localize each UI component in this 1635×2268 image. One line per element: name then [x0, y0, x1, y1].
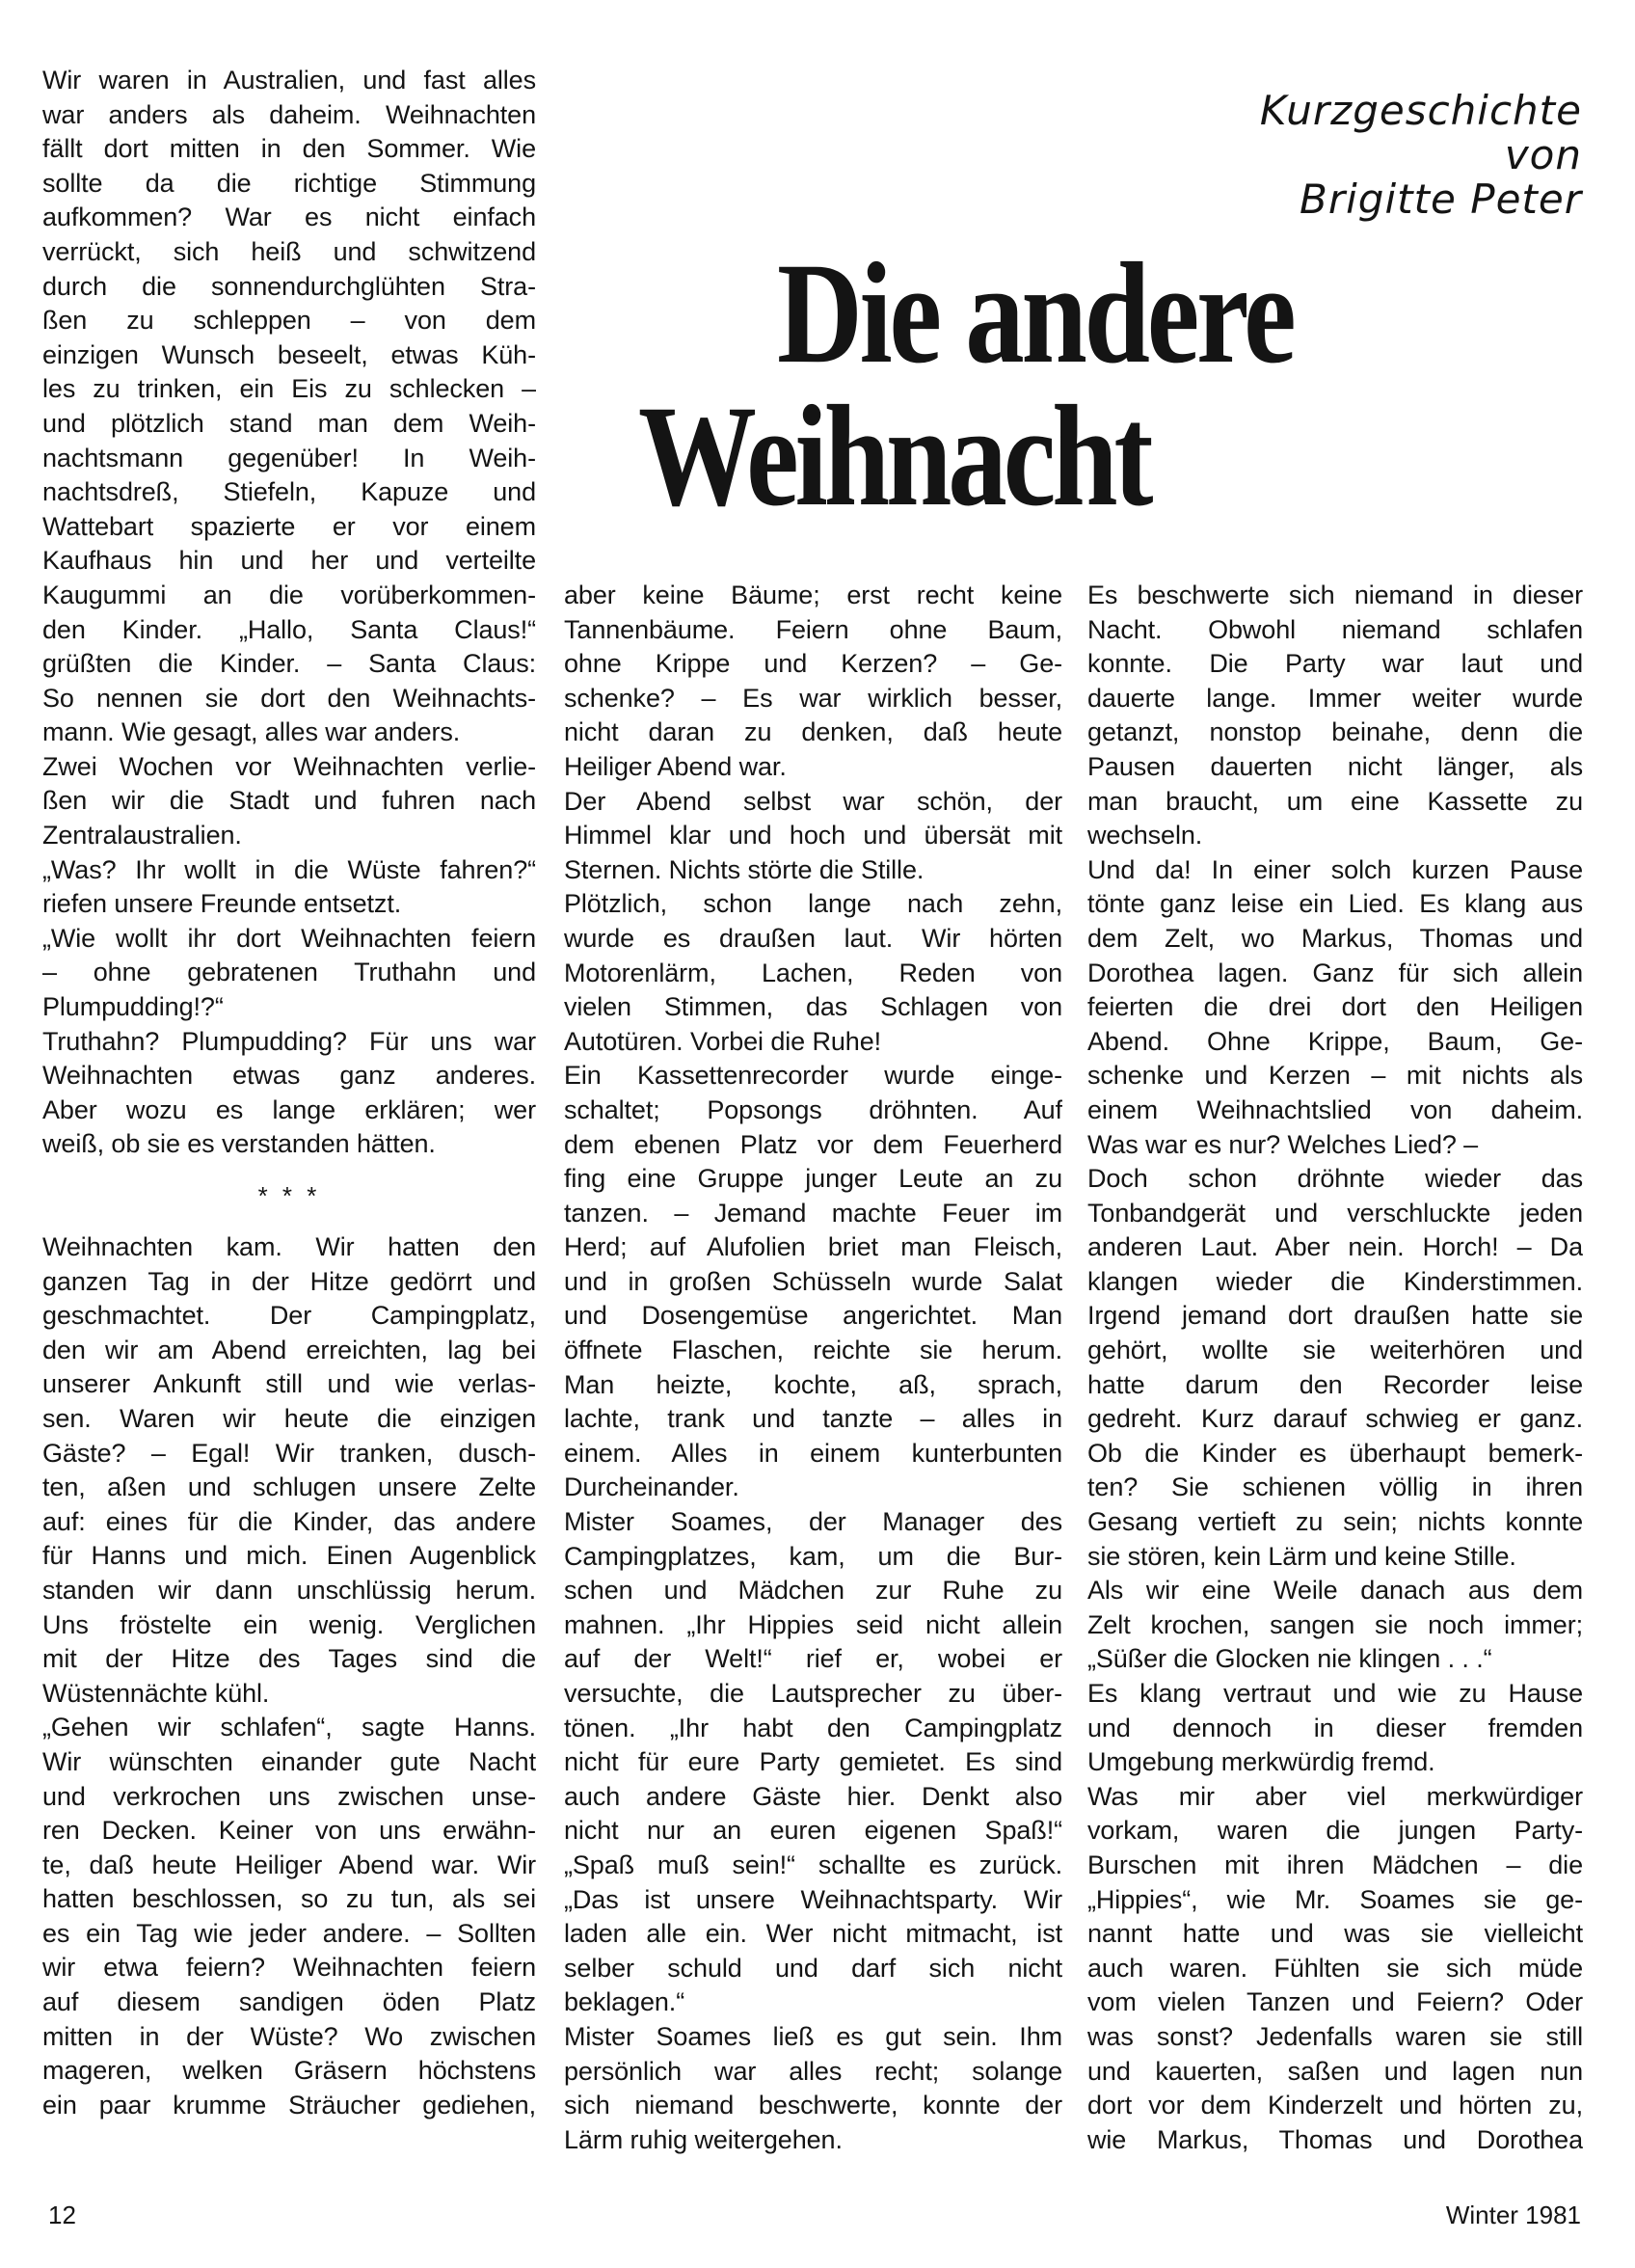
text-line: nicht für eure Party gemietet. Es sind [564, 1747, 1062, 1777]
text-line: auf der Welt!“ rief er, wobei er [564, 1644, 1062, 1674]
text-line: ßen wir die Stadt und fuhren nach [42, 786, 536, 816]
issue-label: Winter 1981 [1445, 2200, 1581, 2229]
text-line: Mister Soames ließ es gut sein. Ihm [564, 2021, 1062, 2051]
text-line: Nacht. Obwohl niemand schlafen [1087, 614, 1583, 644]
headline-line-2: Weihnacht [638, 376, 1150, 536]
text-line: den wir am Abend erreichten, lag bei [42, 1335, 536, 1364]
text-line: durch die sonnendurchglühten Stra- [42, 271, 536, 301]
text-line: Burschen mit ihren Mädchen – die [1087, 1850, 1583, 1879]
text-line: laden alle ein. Wer nicht mitmacht, ist [564, 1919, 1062, 1949]
text-line: Ein Kassettenrecorder wurde einge- [564, 1061, 1062, 1091]
text-line: fällt dort mitten in den Sommer. Wie [42, 134, 536, 164]
text-line: nicht daran zu denken, daß heute [564, 717, 1062, 747]
text-line: und Dosengemüse angerichtet. Man [564, 1301, 1062, 1331]
text-line: und dennoch in dieser fremden [1087, 1713, 1583, 1742]
text-line: persönlich war alles recht; solange [564, 2056, 1062, 2086]
text-line: hatten beschlossen, so zu tun, als sei [42, 1884, 536, 1914]
text-line: Aber wozu es lange erklären; wer [42, 1094, 536, 1124]
text-line: und plötzlich stand man dem Weih- [42, 408, 536, 438]
text-line: Als wir eine Weile danach aus dem [1087, 1576, 1583, 1606]
text-column-left [42, 64, 536, 2122]
text-line: ßen zu schleppen – von dem [42, 306, 536, 336]
text-line: nannt hatte und was sie vielleicht [1087, 1919, 1583, 1949]
text-line: te, daß heute Heiliger Abend war. Wir [42, 1850, 536, 1879]
text-line: Zentralaustralien. [42, 821, 242, 850]
kicker-label: Kurzgeschichte [1259, 87, 1582, 134]
text-line: So nennen sie dort den Weihnachts- [42, 683, 536, 713]
text-line: hatte darum den Recorder leise [1087, 1369, 1583, 1399]
text-line: dort vor dem Kinderzelt und hörten zu, [1087, 2091, 1583, 2120]
text-line: Doch schon dröhnte wieder das [1087, 1164, 1583, 1194]
text-line: fing eine Gruppe junger Leute an zu [564, 1164, 1062, 1194]
text-line: Wüstennächte kühl. [42, 1678, 270, 1708]
text-line: auch waren. Fühlten sie sich müde [1087, 1953, 1583, 1983]
text-line: Pausen dauerten nicht länger, als [1087, 751, 1583, 781]
text-line: Heiliger Abend war. [564, 751, 787, 781]
text-line: Uns fröstelte ein wenig. Verglichen [42, 1609, 536, 1639]
text-line: Weihnachten etwas ganz anderes. [42, 1061, 536, 1091]
text-line: ganzen Tag in der Hitze gedörrt und [42, 1266, 536, 1296]
text-line: schaltet; Popsongs dröhnten. Auf [564, 1094, 1062, 1124]
text-line: dauerte lange. Immer weiter wurde [1087, 683, 1583, 713]
text-line: für Hanns und mich. Einen Augenblick [42, 1541, 536, 1571]
text-line: weiß, ob sie es verstanden hätten. [42, 1129, 436, 1159]
text-line: Himmel klar und hoch und übersät mit [564, 821, 1062, 850]
text-line: „Hippies“, wie Mr. Soames sie ge- [1087, 1884, 1583, 1914]
text-line: dem ebenen Platz vor dem Feuerherd [564, 1129, 1062, 1159]
text-line: Gesang vertieft zu sein; nichts konnte [1087, 1507, 1583, 1537]
text-line: nicht nur an euren eigenen Spaß!“ [564, 1816, 1062, 1846]
text-line: mitten in der Wüste? Wo zwischen [42, 2021, 536, 2051]
text-line: Abend. Ohne Krippe, Baum, Ge- [1087, 1026, 1583, 1056]
headline-line-1: Die andere [777, 233, 1294, 393]
text-line: Umgebung merkwürdig fremd. [1087, 1747, 1435, 1777]
text-line: gehört, wollte sie weiterhören und [1087, 1336, 1583, 1365]
text-line: auf diesem sandigen öden Platz [42, 1987, 536, 2017]
text-line: Herd; auf Alufolien briet man Fleisch, [564, 1232, 1062, 1262]
text-line: anderen Laut. Aber nein. Horch! – Da [1087, 1232, 1583, 1262]
text-line: einem Weihnachtslied von daheim. [1087, 1094, 1583, 1124]
section-separator: * * * [257, 1181, 321, 1210]
text-line: Was mir aber viel merkwürdiger [1087, 1781, 1583, 1811]
text-line: Dorothea lagen. Ganz für sich allein [1087, 958, 1583, 987]
text-line: gedreht. Kurz darauf schwieg er ganz. [1087, 1404, 1583, 1434]
text-line: Irgend jemand dort draußen hatte sie [1087, 1301, 1583, 1331]
text-line: mahnen. „Ihr Hippies seid nicht allein [564, 1609, 1062, 1639]
text-line: sich niemand beschwerte, konnte der [564, 2091, 1062, 2120]
text-line: standen wir dann unschlüssig herum. [42, 1575, 536, 1605]
text-line: aber keine Bäume; erst recht keine [564, 580, 1062, 609]
text-line: Tannenbäume. Feiern ohne Baum, [564, 614, 1062, 644]
text-line: mann. Wie gesagt, alles war anders. [42, 717, 461, 747]
text-line: Gäste? – Egal! Wir tranken, dusch- [42, 1438, 536, 1468]
text-line: Plötzlich, schon lange nach zehn, [564, 889, 1062, 919]
text-line: sen. Waren wir heute die einzigen [42, 1403, 536, 1433]
text-line: einzigen Wunsch beseelt, etwas Küh- [42, 339, 536, 369]
text-line: tönen. „Ihr habt den Campingplatz [564, 1713, 1062, 1742]
text-line: es ein Tag wie jeder andere. – Sollten [42, 1918, 536, 1948]
text-line: Kaufhaus hin und her und verteilte [42, 546, 536, 576]
text-line: „Wie wollt ihr dort Weihnachten feiern [42, 923, 536, 953]
text-line: Es klang vertraut und wie zu Hause [1087, 1679, 1583, 1708]
text-line: vorkam, waren die jungen Party- [1087, 1816, 1583, 1846]
kicker-von: von [1504, 131, 1582, 178]
text-line: getanzt, nonstop beinahe, denn die [1087, 717, 1583, 747]
text-line: feierten die drei dort den Heiligen [1087, 992, 1583, 1022]
text-line: – ohne gebratenen Truthahn und [42, 958, 536, 987]
text-line: was sonst? Jedenfalls waren sie still [1087, 2021, 1583, 2051]
text-line: und verkrochen uns zwischen unse- [42, 1781, 536, 1811]
text-line: klangen wieder die Kinderstimmen. [1087, 1266, 1583, 1296]
text-line: dem Zelt, wo Markus, Thomas und [1087, 923, 1583, 953]
text-line: ren Decken. Keiner von uns erwähn- [42, 1816, 536, 1846]
author-name: Brigitte Peter [1300, 176, 1582, 223]
text-line: Ob die Kinder es überhaupt bemerk- [1087, 1438, 1583, 1468]
text-line: ein paar krumme Sträucher gediehen, [42, 2090, 536, 2120]
text-line: Mister Soames, der Manager des [564, 1507, 1062, 1537]
text-line: auf: eines für die Kinder, das andere [42, 1506, 536, 1536]
text-line: selber schuld und darf sich nicht [564, 1953, 1062, 1983]
text-line: sie stören, kein Lärm und keine Stille. [1087, 1541, 1516, 1571]
text-line: und in großen Schüsseln wurde Salat [564, 1266, 1062, 1296]
text-line: Durcheinander. [564, 1472, 739, 1502]
text-line: mit der Hitze des Tages sind die [42, 1644, 536, 1674]
text-line: nachtsmann gegenüber! In Weih- [42, 443, 536, 472]
text-line: beklagen.“ [564, 1987, 685, 2017]
text-line: „Das ist unsere Weihnachtsparty. Wir [564, 1884, 1062, 1914]
text-line: wir etwa feiern? Weihnachten feiern [42, 1953, 536, 1983]
text-line: ten? Sie schienen völlig in ihren [1087, 1472, 1583, 1502]
text-line: vom vielen Tanzen und Feiern? Oder [1087, 1987, 1583, 2017]
text-line: Motorenlärm, Lachen, Reden von [564, 958, 1062, 987]
text-line: Wir wünschten einander gute Nacht [42, 1746, 536, 1776]
story-byline [1081, 89, 1582, 222]
text-line: Kaugummi an die vorüberkommen- [42, 580, 536, 609]
text-line: Wir waren in Australien, und fast alles [42, 66, 536, 94]
text-line: Autotüren. Vorbei die Ruhe! [564, 1026, 882, 1056]
page-number: 12 [48, 2200, 76, 2229]
text-line: Campingplatzes, kam, um die Bur- [564, 1541, 1062, 1571]
text-line: Plumpudding!?“ [42, 992, 224, 1022]
text-line: wechseln. [1087, 821, 1203, 850]
text-line: Was war es nur? Welches Lied? – [1087, 1129, 1479, 1159]
text-line: war anders als daheim. Weihnachten [42, 99, 536, 129]
text-line: les zu trinken, ein Eis zu schlecken – [42, 374, 536, 404]
text-line: geschmachtet. Der Campingplatz, [42, 1301, 536, 1331]
text-line: einem. Alles in einem kunterbunten [564, 1438, 1062, 1468]
text-line: „Was? Ihr wollt in die Wüste fahren?“ [42, 854, 536, 884]
text-line: schenke? – Es war wirklich besser, [564, 683, 1062, 713]
text-line: ohne Krippe und Kerzen? – Ge- [564, 649, 1062, 679]
text-line: Zwei Wochen vor Weihnachten verlie- [42, 751, 536, 781]
text-line: auch andere Gäste hier. Denkt also [564, 1781, 1062, 1811]
text-line: „Spaß muß sein!“ schallte es zurück. [564, 1850, 1062, 1879]
text-line: ten, aßen und schlugen unsere Zelte [42, 1472, 536, 1502]
text-line: Es beschwerte sich niemand in dieser [1087, 580, 1583, 609]
text-line: tönte ganz leise ein Lied. Es klang aus [1087, 889, 1583, 919]
text-line: tanzen. – Jemand machte Feuer im [564, 1198, 1062, 1228]
text-line: lachte, trank und tanzte – alles in [564, 1404, 1062, 1434]
text-line: wurde es draußen laut. Wir hörten [564, 923, 1062, 953]
text-line: schen und Mädchen zur Ruhe zu [564, 1576, 1062, 1606]
text-line: mageren, welken Gräsern höchstens [42, 2056, 536, 2086]
text-line: verrückt, sich heiß und schwitzend [42, 236, 536, 266]
text-line: Sternen. Nichts störte die Stille. [564, 854, 925, 884]
text-line: nachtsdreß, Stiefeln, Kapuze und [42, 477, 536, 507]
text-line: Zelt krochen, sangen sie noch immer; [1087, 1609, 1583, 1639]
text-line: aufkommen? War es nicht einfach [42, 202, 536, 232]
text-line: versuchte, die Lautsprecher zu über- [564, 1679, 1062, 1708]
text-line: „Süßer die Glocken nie klingen . . .“ [1087, 1644, 1492, 1674]
text-line: Weihnachten kam. Wir hatten den [42, 1232, 536, 1261]
text-line: wie Markus, Thomas und Dorothea [1087, 2124, 1583, 2154]
text-line: den Kinder. „Hallo, Santa Claus!“ [42, 614, 536, 644]
text-column-middle [564, 579, 1062, 2157]
text-line: Tonbandgerät und verschluckte jeden [1087, 1198, 1583, 1228]
text-line: Truthahn? Plumpudding? Für uns war [42, 1026, 536, 1056]
text-line: Lärm ruhig weitergehen. [564, 2124, 843, 2154]
text-line: „Gehen wir schlafen“, sagte Hanns. [42, 1713, 536, 1742]
text-line: Wattebart spazierte er vor einem [42, 511, 536, 541]
text-line: Der Abend selbst war schön, der [564, 786, 1062, 816]
text-line: und kauerten, saßen und lagen nun [1087, 2056, 1583, 2086]
text-line: unserer Ankunft still und wie verlas- [42, 1369, 536, 1399]
text-line: vielen Stimmen, das Schlagen von [564, 992, 1062, 1022]
text-line: schenke und Kerzen – mit nichts als [1087, 1061, 1583, 1091]
text-column-right [1087, 579, 1583, 2157]
text-line: man braucht, um eine Kassette zu [1087, 786, 1583, 816]
text-line: öffnete Flaschen, reichte sie herum. [564, 1336, 1062, 1365]
text-line: Und da! In einer solch kurzen Pause [1087, 854, 1583, 884]
text-line: konnte. Die Party war laut und [1087, 649, 1583, 679]
text-line: riefen unsere Freunde entsetzt. [42, 889, 402, 919]
text-line: sollte da die richtige Stimmung [42, 168, 536, 198]
text-line: Man heizte, kochte, aß, sprach, [564, 1369, 1062, 1399]
text-line: grüßten die Kinder. – Santa Claus: [42, 649, 536, 679]
